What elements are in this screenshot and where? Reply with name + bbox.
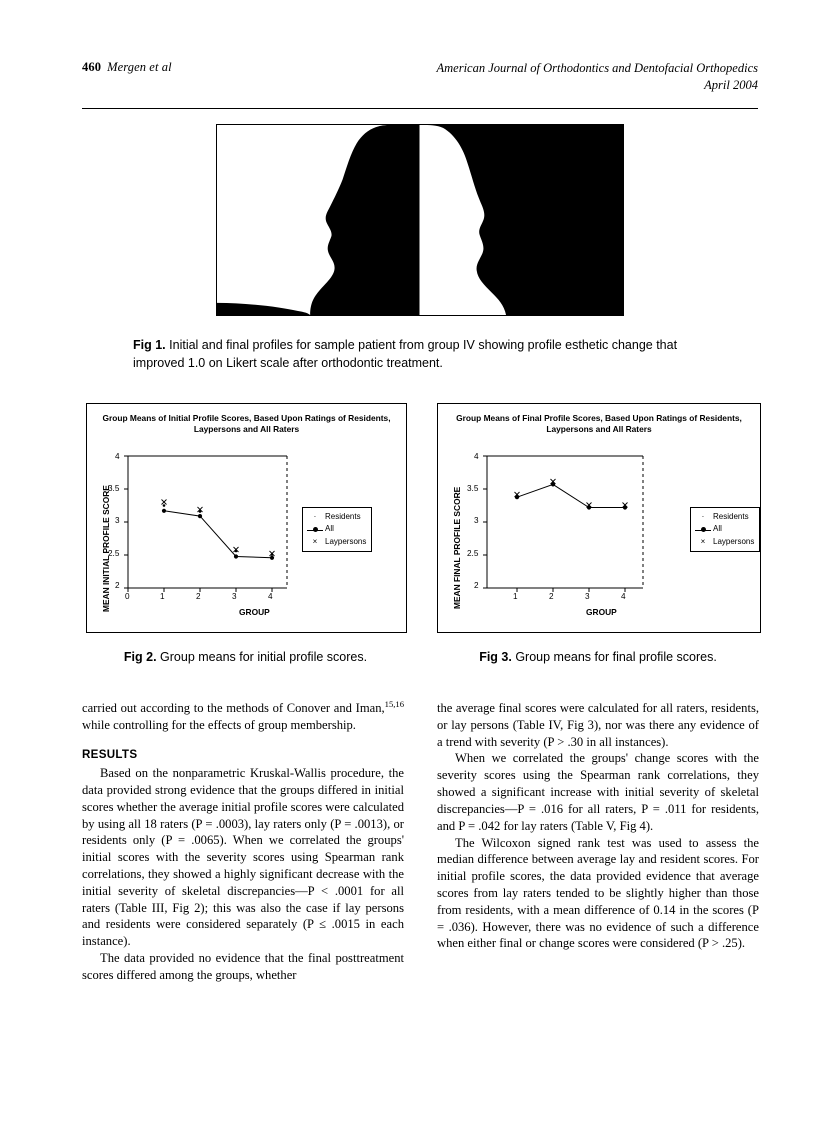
figure-2-chart-title: Group Means of Initial Profile Scores, Based Upon Ratings of Residents, Laypersons and All Raters	[102, 413, 391, 435]
figure-3-xtick-2: 3	[585, 592, 590, 601]
profile-initial	[217, 125, 420, 315]
profile-final-silhouette	[421, 125, 624, 315]
figure-2-ytick-3: 3.5	[108, 484, 120, 493]
figure-3-legend-laypersons	[695, 536, 754, 548]
left-paragraph-3: The data provided no evidence that the final posttreatment scores differed among the groups, whether	[82, 951, 404, 982]
section-heading-results: RESULTS	[82, 747, 138, 761]
figure-3-xtick-3: 4	[621, 592, 626, 601]
body-column-right	[437, 700, 759, 952]
figure-3-legend-label-0: Residents	[713, 512, 749, 521]
figure-2-legend-all	[307, 523, 366, 535]
figure-3-caption	[437, 650, 759, 664]
figure-1-image	[216, 124, 624, 316]
figure-3-caption-label: Fig 3.	[479, 650, 512, 664]
figure-2-caption-text: Group means for initial profile scores.	[160, 650, 368, 664]
left-p1-citation: 15,16	[384, 698, 404, 709]
figure-3-chart-title: Group Means of Final Profile Scores, Based Upon Ratings of Residents, Laypersons and All Raters	[456, 413, 742, 435]
figure-2-legend-laypersons	[307, 536, 366, 548]
figure-2-xtick-0: 0	[125, 592, 130, 601]
figure-3-ytick-2: 3	[474, 516, 479, 525]
line-dot-icon	[307, 526, 323, 534]
figure-1-caption-label: Fig 1.	[133, 338, 166, 352]
paragraph-continuation	[82, 700, 404, 734]
figure-3-ytick-4: 4	[474, 452, 479, 461]
profile-final	[420, 125, 624, 315]
left-paragraph-2: Based on the nonparametric Kruskal-Wallis procedure, the data provided strong evidence that the groups differed in initial scores whether the average initial profile scores were calculated by using all 18 raters (P = .0003), lay raters only (P = .0013), or residents only (P = .0065). When we correlated the groups' initial scores with the severity scores using Spearman rank correlations, they showed a highly significant decrease with the initial severity of skeletal discrepancies—P < .0001 for all raters (Table III, Fig 2); this was also the case if lay persons and residents were considered separately (P ≤ .0015 in each instance).	[82, 766, 404, 949]
figure-2-y-axis-label: MEAN INITIAL PROFILE SCORE	[101, 485, 111, 612]
right-paragraph-3: The Wilcoxon signed rank test was used to assess the median difference between average lay and resident scores. For initial profile scores, the data provided evidence that average scores from lay raters tended to be slightly higher than those from residents, with a mean difference of 0.14 in the scores (P = .036). However, there was no evidence of such a difference when either final or change scores were considered (P > .25).	[437, 835, 759, 951]
running-head-right	[437, 60, 759, 94]
figure-2-legend	[302, 507, 372, 552]
figure-3-caption-text: Group means for final profile scores.	[515, 650, 717, 664]
right-paragraph-1: the average final scores were calculated for all raters, residents, or lay persons (Table IV, Fig 3), nor was there any evidence of a trend with severity (P > .30 in all instances).	[437, 701, 759, 749]
figure-3-ytick-3: 3.5	[467, 484, 479, 493]
figure-2-xtick-4: 4	[268, 592, 273, 601]
figure-1-caption	[133, 337, 709, 373]
dot-icon: ·	[313, 512, 317, 521]
figure-2-caption	[86, 650, 405, 664]
x-marker-icon: ×	[312, 536, 318, 546]
figure-2-xtick-3: 3	[232, 592, 237, 601]
figure-3-ytick-1: 2.5	[467, 549, 479, 558]
figure-1-caption-text: Initial and final profiles for sample patient from group IV showing profile esthetic change that improved 1.0 on Likert scale after orthodontic treatment.	[133, 338, 678, 370]
figure-3-xtick-0: 1	[513, 592, 518, 601]
left-p1a: carried out according to the methods of Conover and Iman,	[82, 701, 385, 715]
figure-3-legend-label-2: Laypersons	[713, 536, 755, 546]
figure-2-legend-residents	[307, 511, 366, 523]
body-column-left	[82, 700, 404, 984]
left-p1b: while controlling for the effects of group membership.	[82, 717, 356, 732]
journal-issue: April 2004	[704, 77, 758, 92]
figure-2-legend-label-1: All	[325, 524, 334, 534]
figure-3-ytick-0: 2	[474, 581, 479, 590]
figure-3-legend-residents	[695, 511, 754, 523]
figure-2-legend-label-0: Residents	[325, 512, 361, 521]
figure-2-caption-label: Fig 2.	[123, 650, 157, 664]
journal-name: American Journal of Orthodontics and Dentofacial Orthopedics	[436, 61, 758, 75]
figure-3-legend	[690, 507, 760, 552]
running-head-authors: Mergen et al	[107, 60, 172, 74]
running-head-left	[82, 60, 172, 75]
figure-2-xtick-1: 1	[160, 592, 165, 601]
figure-2-xtick-2: 2	[196, 592, 201, 601]
running-head	[82, 60, 758, 94]
page-number: 460	[82, 60, 102, 74]
figure-3-y-axis-label: MEAN FINAL PROFILE SCORE	[452, 486, 462, 609]
right-paragraph-2: When we correlated the groups' change scores with the severity scores using the Spearman rank correlations, they showed a significant increase with initial severity of skeletal discrepancies—P = .016 for all raters, P = .011 for residents, and P = .042 for lay raters (Table V, Fig 4).	[437, 751, 759, 833]
dot-icon: ·	[701, 512, 705, 521]
figure-2-ytick-0: 2	[115, 581, 120, 590]
figure-2-ytick-2: 3	[115, 516, 120, 525]
figure-2-legend-label-2: Laypersons	[325, 536, 367, 546]
x-marker-icon: ×	[700, 536, 706, 546]
profile-initial-silhouette	[217, 125, 420, 315]
header-divider	[82, 108, 758, 109]
figure-3-legend-all	[695, 523, 754, 535]
figure-3-x-axis-label: GROUP	[586, 607, 617, 617]
figure-2-chart	[86, 403, 407, 633]
figure-3-legend-label-1: All	[713, 524, 722, 534]
figure-2-ytick-4: 4	[115, 452, 120, 461]
figure-2-x-axis-label: GROUP	[239, 607, 270, 617]
figure-3-xtick-1: 2	[549, 592, 554, 601]
figure-2-ytick-1: 2.5	[108, 549, 120, 558]
line-dot-icon	[695, 526, 711, 534]
figure-3-chart	[437, 403, 761, 633]
